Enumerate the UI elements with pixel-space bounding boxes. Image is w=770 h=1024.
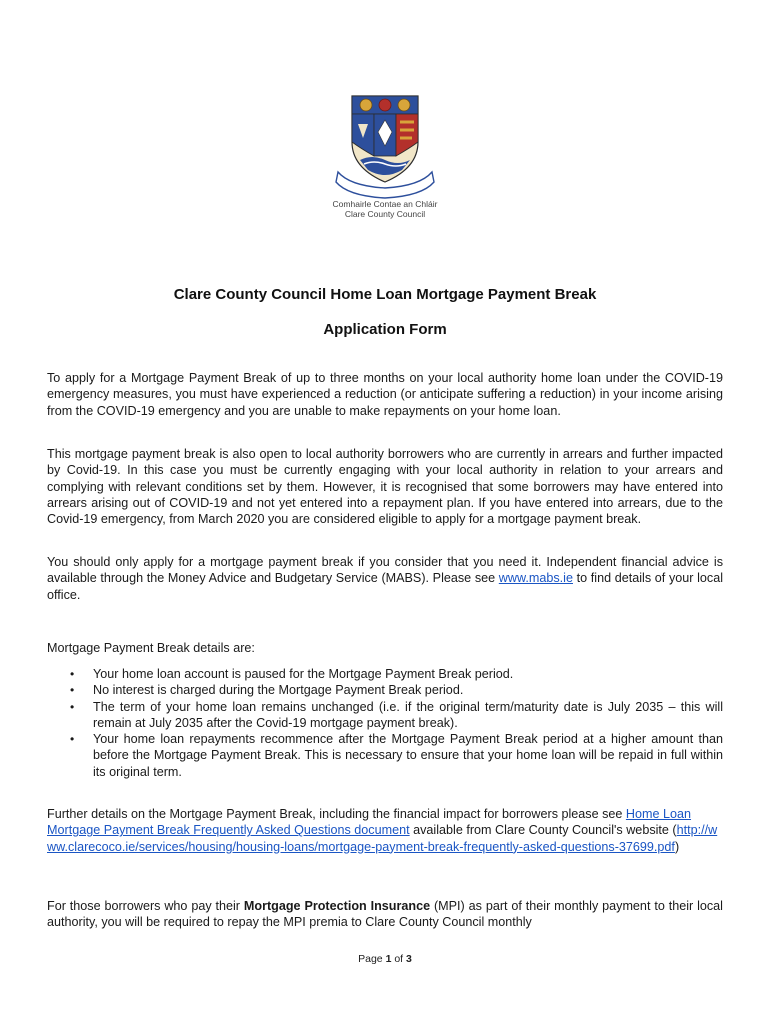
bullet-text: No interest is charged during the Mortgage Payment Break period.	[93, 683, 464, 698]
faq-text-after: )	[674, 839, 680, 854]
intro-paragraph: To apply for a Mortgage Payment Break of up to three months on your local authority home loan under the COVID-19 emergency measures, you must have experienced a reduction (or anticipate suffering a reduction) in your income arising from the COVID-19 emergency and you are unable to make repayments on your home loan.	[47, 371, 723, 418]
faq-text-middle: available from Clare County Council's website (	[409, 823, 677, 838]
bullet-item	[47, 682, 723, 698]
bullet-dot: •	[70, 699, 75, 714]
details-bullet-list	[47, 666, 723, 780]
bullet-text: Your home loan repayments recommence after the Mortgage Payment Break period at a higher amount than before the Mortgage Payment Break. This is necessary to ensure that your home loan will be repaid in full within its original term.	[93, 732, 723, 779]
mabs-text-after: to find details of your local office.	[47, 571, 723, 602]
mabs-text-before: You should only apply for a mortgage payment break if you consider that you need it. Independent financial advice is available through the Money Advice and Budgetary Service (MABS). Please see	[47, 555, 723, 586]
bullet-dot: •	[70, 683, 75, 698]
council-name-english: Clare County Council	[344, 209, 426, 219]
document-subtitle: Application Form	[323, 321, 447, 338]
bullet-item	[47, 731, 723, 780]
page-footer	[0, 953, 770, 965]
bullet-dot: •	[70, 667, 75, 681]
council-name	[290, 199, 480, 219]
bullet-dot: •	[70, 732, 75, 747]
total-pages-number: 3	[406, 953, 412, 965]
bullet-item	[47, 699, 723, 732]
mabs-link[interactable]: www.mabs.ie	[498, 571, 573, 586]
page-word: Page	[358, 953, 383, 965]
mpi-bold-term: Mortgage Protection Insurance	[243, 899, 431, 913]
mpi-text-before: For those borrowers who pay their	[47, 899, 244, 913]
document-title: Clare County Council Home Loan Mortgage Payment Break	[173, 286, 597, 303]
arrears-paragraph: This mortgage payment break is also open to local authority borrowers who are currently in arrears and further impacted by Covid-19. In this case you must be currently engaging with your local authority in relation to your arrears and complying with relevant conditions set by them. However, it is recognised that some borrowers may have entered into arrears arising out of COVID-19 and not yet entered into a repayment plan. If you have entered into arrears, due to the Covid-19 emergency, from March 2020 you are considered eligible to apply for a mortgage payment break.	[47, 447, 723, 527]
council-name-irish: Comhairle Contae an Chláir	[332, 199, 438, 209]
bullet-text: The term of your home loan remains unchanged (i.e. if the original term/maturity date is July 2035 – this will remain at July 2035 after the Covid-19 mortgage payment break).	[93, 699, 723, 730]
council-crest-logo	[330, 90, 440, 200]
mpi-paragraph	[47, 898, 723, 931]
faq-text-before: Further details on the Mortgage Payment Break, including the financial impact for borrowers please see	[47, 807, 626, 821]
of-word: of	[394, 953, 404, 965]
current-page-number: 1	[385, 953, 392, 965]
details-heading: Mortgage Payment Break details are:	[47, 641, 255, 655]
bullet-item	[47, 666, 723, 682]
mpi-text-after: (MPI) as part of their monthly payment to their local authority, you will be required to repay the MPI premia to Clare County Council monthly	[47, 899, 723, 930]
bullet-text: Your home loan account is paused for the Mortgage Payment Break period.	[93, 667, 514, 681]
faq-url-link[interactable]: http://www.clarecoco.ie/services/housing/housing-loans/mortgage-payment-break-frequently-asked-questions-37699.pdf	[47, 823, 718, 854]
faq-document-link[interactable]: Home Loan Mortgage Payment Break Frequently Asked Questions document	[47, 807, 692, 838]
faq-paragraph	[47, 806, 723, 855]
mabs-paragraph	[47, 554, 723, 603]
